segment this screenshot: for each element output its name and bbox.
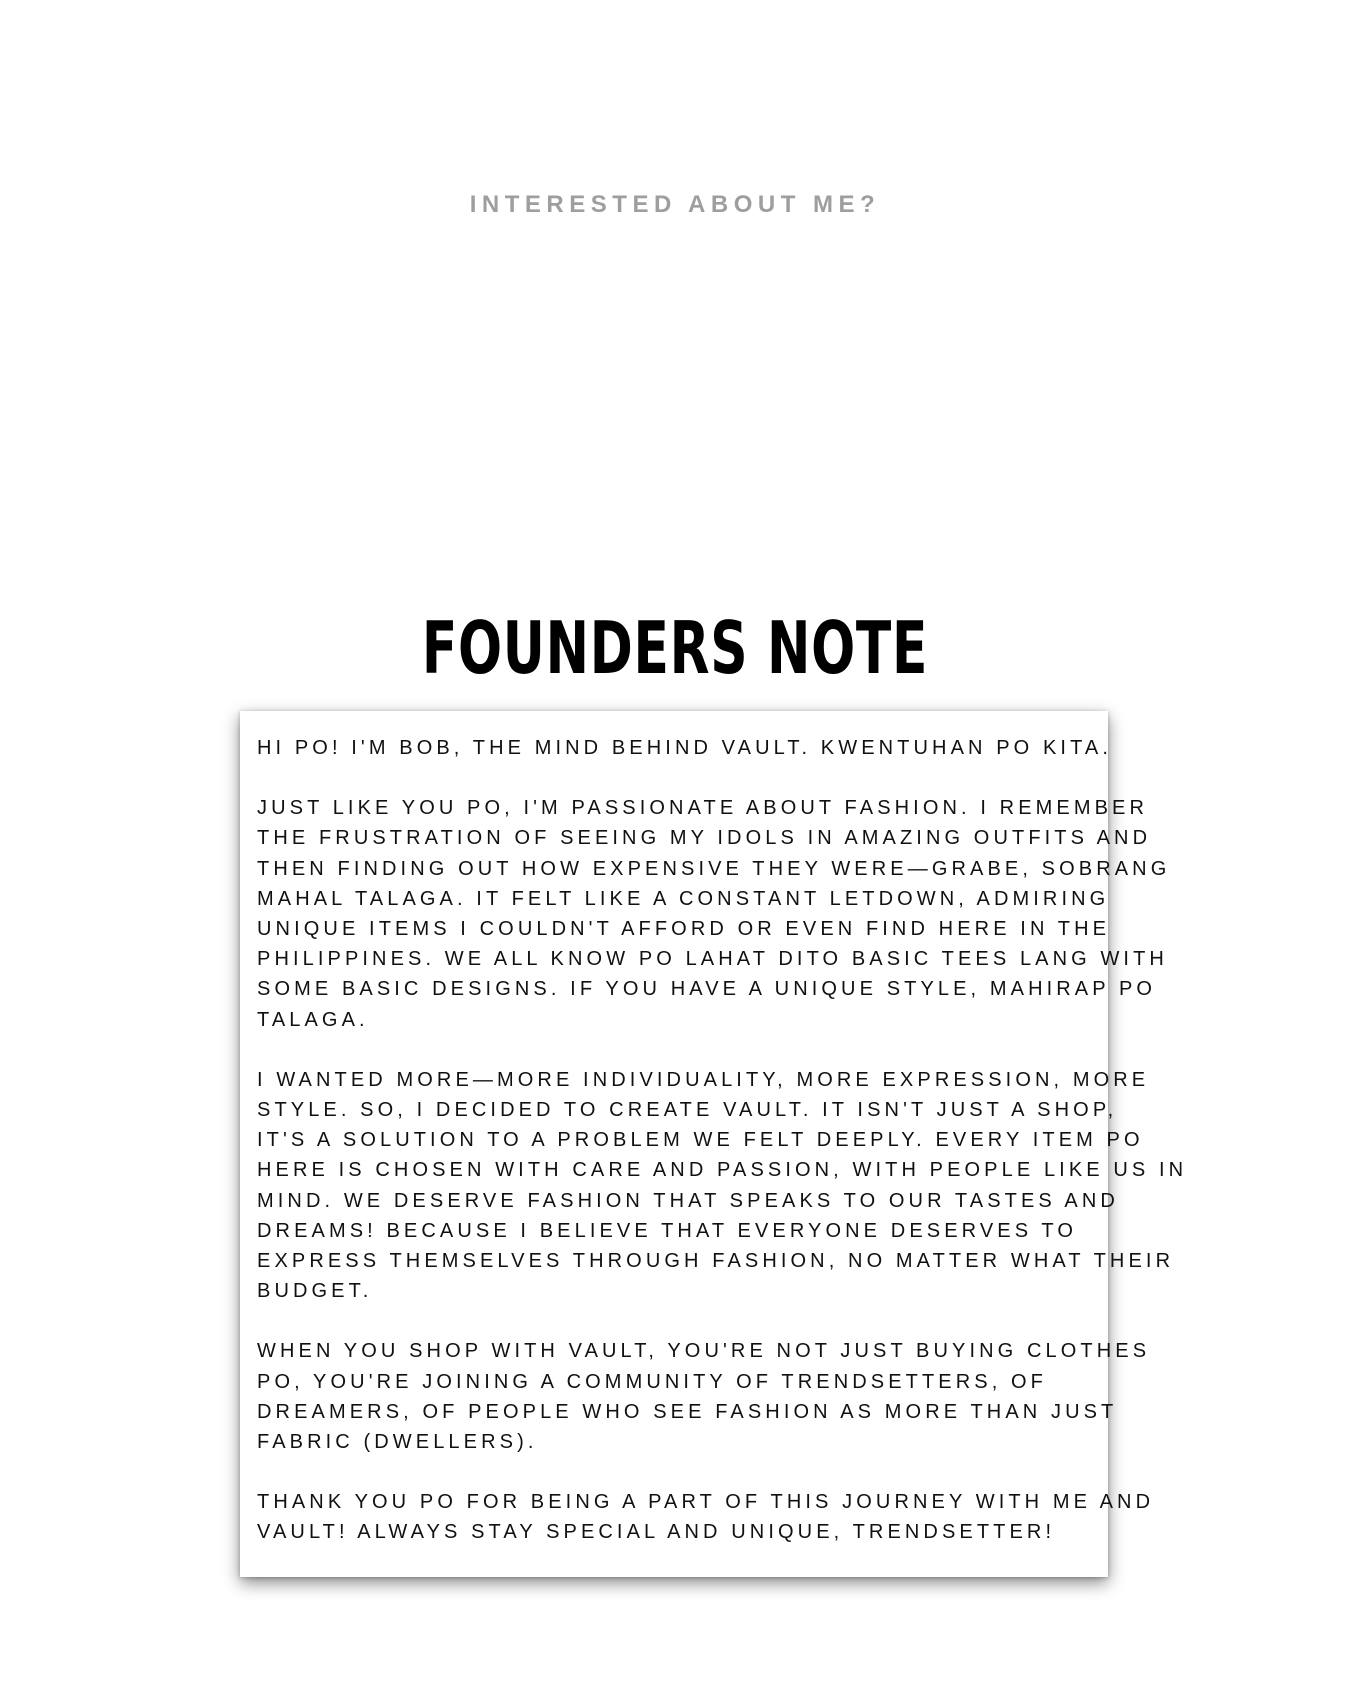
- note-line: MAHAL TALAGA. IT FELT LIKE A CONSTANT LETDOWN, ADMIRING: [257, 887, 1110, 910]
- note-paragraph: [257, 793, 1171, 1035]
- note-line: VAULT! ALWAYS STAY SPECIAL AND UNIQUE, TRENDSETTER!: [257, 1521, 1056, 1544]
- note-line: EXPRESS THEMSELVES THROUGH FASHION, NO MATTER WHAT THEIR: [257, 1250, 1175, 1273]
- note-line: THE FRUSTRATION OF SEEING MY IDOLS IN AMAZING OUTFITS AND: [257, 827, 1152, 850]
- page-title: FOUNDERS NOTE: [421, 606, 929, 690]
- note-line: THANK YOU PO FOR BEING A PART OF THIS JOURNEY WITH ME AND: [257, 1491, 1155, 1514]
- note-line: JUST LIKE YOU PO, I'M PASSIONATE ABOUT FASHION. I REMEMBER: [257, 797, 1149, 820]
- note-line: SOME BASIC DESIGNS. IF YOU HAVE A UNIQUE STYLE, MAHIRAP PO: [257, 978, 1157, 1001]
- note-line: IT'S A SOLUTION TO A PROBLEM WE FELT DEEPLY. EVERY ITEM PO: [257, 1129, 1144, 1152]
- note-line: FABRIC (DWELLERS).: [257, 1431, 538, 1454]
- note-line: WHEN YOU SHOP WITH VAULT, YOU'RE NOT JUST BUYING CLOTHES: [257, 1340, 1151, 1363]
- note-line: HI PO! I'M BOB, THE MIND BEHIND VAULT. KWENTUHAN PO KITA.: [257, 737, 1112, 759]
- note-line: PHILIPPINES. WE ALL KNOW PO LAHAT DITO BASIC TEES LANG WITH: [257, 948, 1168, 971]
- note-line: I WANTED MORE—MORE INDIVIDUALITY, MORE EXPRESSION, MORE: [257, 1068, 1150, 1091]
- founders-note-card: [240, 711, 1188, 1577]
- note-line: DREAMERS, OF PEOPLE WHO SEE FASHION AS MORE THAN JUST: [257, 1400, 1118, 1423]
- note-line: BUDGET.: [257, 1280, 373, 1303]
- note-line: HERE IS CHOSEN WITH CARE AND PASSION, WITH PEOPLE LIKE US IN: [257, 1159, 1188, 1182]
- note-line: THEN FINDING OUT HOW EXPENSIVE THEY WERE—GRABE, SOBRANG: [257, 857, 1171, 880]
- note-line: UNIQUE ITEMS I COULDN'T AFFORD OR EVEN FIND HERE IN THE: [257, 918, 1111, 941]
- note-paragraph: [257, 1065, 1188, 1307]
- note-paragraph: [257, 1487, 1155, 1547]
- note-line: MIND. WE DESERVE FASHION THAT SPEAKS TO OUR TASTES AND: [257, 1189, 1119, 1212]
- note-paragraph: [257, 1336, 1151, 1457]
- eyebrow-text: INTERESTED ABOUT ME?: [469, 191, 881, 218]
- note-line: PO, YOU'RE JOINING A COMMUNITY OF TRENDSETTERS, OF: [257, 1370, 1047, 1393]
- note-line: DREAMS! BECAUSE I BELIEVE THAT EVERYONE DESERVES TO: [257, 1219, 1078, 1242]
- note-line: STYLE. SO, I DECIDED TO CREATE VAULT. IT ISN'T JUST A SHOP,: [257, 1099, 1118, 1122]
- note-line: TALAGA.: [257, 1008, 369, 1031]
- note-paragraph: [257, 733, 1112, 763]
